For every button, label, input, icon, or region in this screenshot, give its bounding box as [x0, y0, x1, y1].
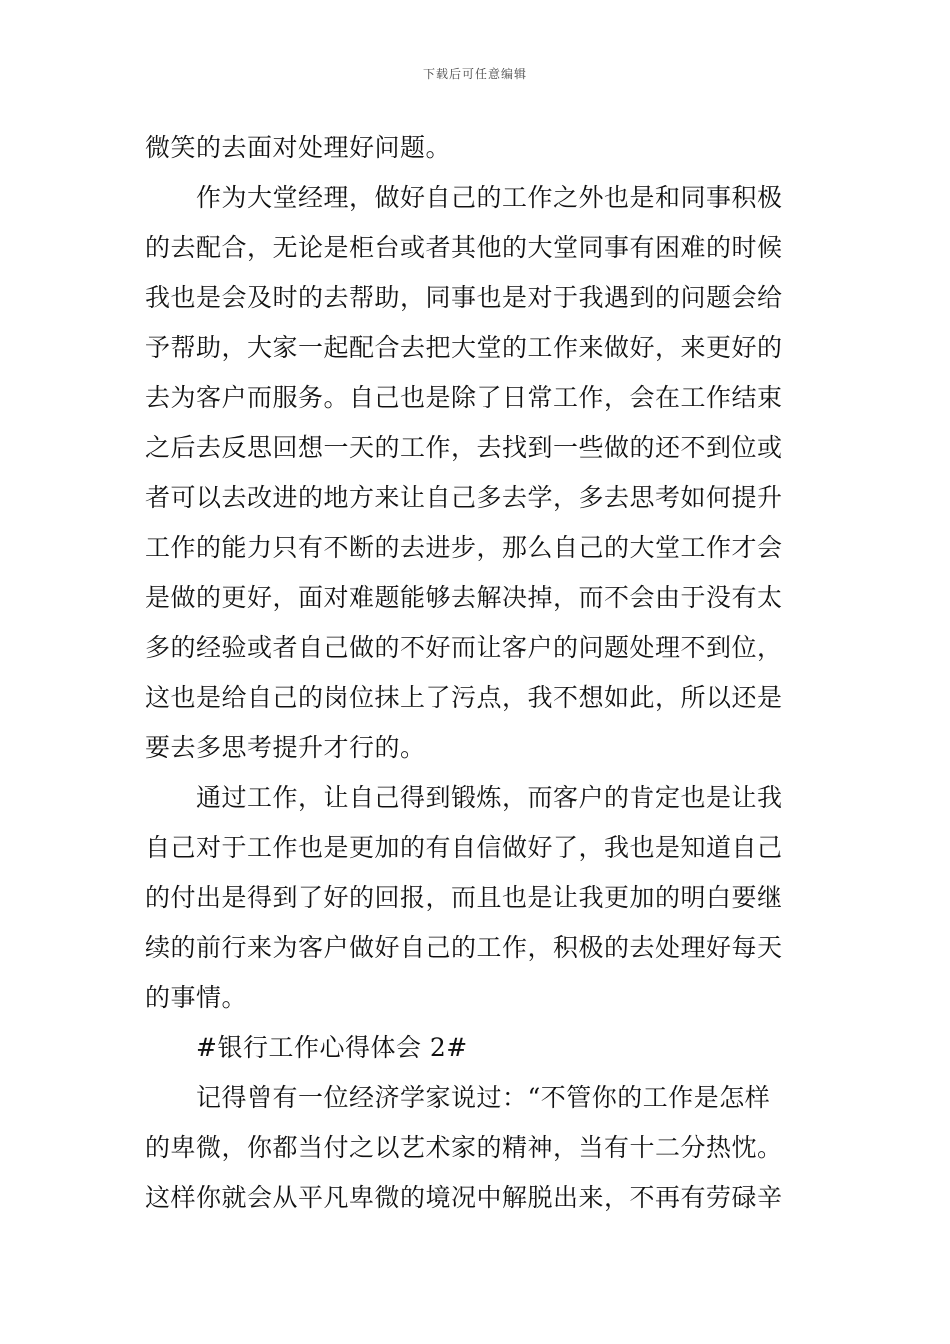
text-line: 的卑微，你都当付之以艺术家的精神，当有十二分热忱。 — [145, 1133, 783, 1162]
text-line: 这样你就会从平凡卑微的境况中解脱出来，不再有劳碌辛 — [145, 1183, 783, 1212]
text-line: 去为客户而服务。自己也是除了日常工作，会在工作结束 — [145, 383, 783, 412]
text-line: 多的经验或者自己做的不好而让客户的问题处理不到位， — [145, 633, 783, 662]
paragraph-first-line: 通过工作，让自己得到锻炼，而客户的肯定也是让我 — [196, 783, 783, 812]
text-line: 的付出是得到了好的回报，而且也是让我更加的明白要继 — [145, 883, 783, 912]
text-line: 微笑的去面对处理好问题。 — [145, 133, 452, 162]
page-header: 下载后可任意编辑 — [422, 67, 527, 81]
text-line: 自己对于工作也是更加的有自信做好了，我也是知道自己 — [145, 833, 783, 862]
text-line: 之后去反思回想一天的工作，去找到一些做的还不到位或 — [145, 433, 783, 462]
paragraph-first-line: 记得曾有一位经济学家说过：“不管你的工作是怎样 — [196, 1083, 771, 1112]
text-line: 这也是给自己的岗位抹上了污点，我不想如此，所以还是 — [145, 683, 783, 712]
text-line: 续的前行来为客户做好自己的工作，积极的去处理好每天 — [145, 933, 783, 962]
paragraph-first-line: 作为大堂经理，做好自己的工作之外也是和同事积极 — [196, 183, 783, 212]
text-line: 要去多思考提升才行的。 — [145, 733, 426, 762]
text-line: 予帮助，大家一起配合去把大堂的工作来做好，来更好的 — [145, 333, 783, 362]
text-line: 工作的能力只有不断的去进步，那么自己的大堂工作才会 — [145, 533, 783, 562]
text-line: 的去配合，无论是柜台或者其他的大堂同事有困难的时候 — [145, 233, 783, 262]
section-heading: #银行工作心得体会 2# — [196, 1033, 468, 1062]
text-line: 是做的更好，面对难题能够去解决掉，而不会由于没有太 — [145, 583, 783, 612]
text-line: 的事情。 — [145, 983, 248, 1012]
text-line: 者可以去改进的地方来让自己多去学，多去思考如何提升 — [145, 483, 783, 512]
text-line: 我也是会及时的去帮助，同事也是对于我遇到的问题会给 — [145, 283, 783, 312]
